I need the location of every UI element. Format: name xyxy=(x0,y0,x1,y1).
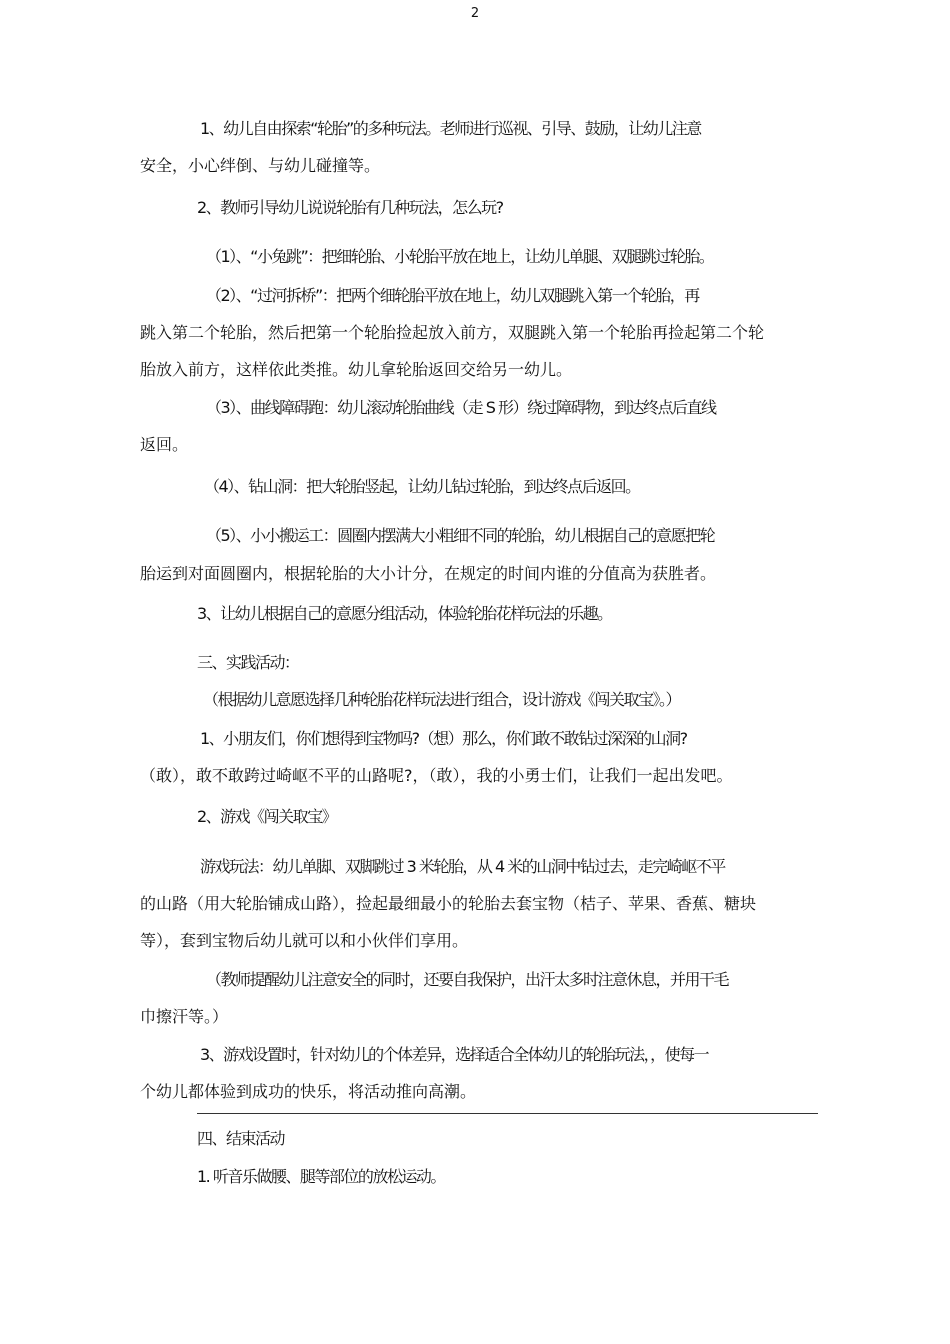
paragraph-line: 2、游戏《闯关取宝》 xyxy=(197,807,337,826)
section-heading: 四、结束活动 xyxy=(197,1129,285,1148)
paragraph-line: （根据幼儿意愿选择几种轮胎花样玩法进行组合，设计游戏《闯关取宝》。） xyxy=(203,690,681,709)
page-number: 2 xyxy=(470,6,480,21)
paragraph-line: （1）、“小兔跳”：把细轮胎、小轮胎平放在地上，让幼儿单腿、双腿跳过轮胎。 xyxy=(206,247,714,266)
paragraph-line: 巾擦汗等。） xyxy=(140,1007,229,1026)
paragraph-line: （5）、小小搬运工：圆圈内摆满大小粗细不同的轮胎，幼儿根据自己的意愿把轮 xyxy=(206,526,715,545)
paragraph-line: 胎放入前方，这样依此类推。幼儿拿轮胎返回交给另一幼儿。 xyxy=(140,360,573,379)
paragraph-line: 2、教师引导幼儿说说轮胎有几种玩法，怎么玩? xyxy=(197,198,503,217)
paragraph-line: 3、游戏设置时，针对幼儿的个体差异，选择适合全体幼儿的轮胎玩法，，使每一 xyxy=(200,1045,709,1064)
paragraph-line: 的山路（用大轮胎铺成山路），捡起最细最小的轮胎去套宝物（桔子、苹果、香蕉、糖块 xyxy=(140,894,757,913)
paragraph-line: 安全，小心绊倒、与幼儿碰撞等。 xyxy=(140,156,381,175)
paragraph-line: 3、让幼儿根据自己的意愿分组活动，体验轮胎花样玩法的乐趣。 xyxy=(197,604,612,623)
paragraph-line: 返回。 xyxy=(140,435,189,454)
paragraph-line: 1. 听音乐做腰、腿等部位的放松运动。 xyxy=(197,1167,445,1186)
paragraph-line: （教师提醒幼儿注意安全的同时，还要自我保护，出汗太多时注意休息，并用干毛 xyxy=(206,970,729,989)
paragraph-line: （2）、“过河拆桥”：把两个细轮胎平放在地上，幼儿双腿跳入第一个轮胎，再 xyxy=(206,286,699,305)
paragraph-line: 1、小朋友们，你们想得到宝物吗?（想）那么，你们敢不敢钻过深深的山洞? xyxy=(200,729,687,748)
paragraph-line: 游戏玩法：幼儿单脚、双脚跳过 3 米轮胎，从 4 米的山洞中钻过去，走完崎岖不平 xyxy=(200,857,725,876)
paragraph-line: 跳入第二个轮胎，然后把第一个轮胎捡起放入前方，双腿跳入第一个轮胎再捡起第二个轮 xyxy=(140,323,765,342)
paragraph-line: 个幼儿都体验到成功的快乐，将活动推向高潮。 xyxy=(140,1082,477,1101)
paragraph-line: （4）、钻山洞：把大轮胎竖起，让幼儿钻过轮胎，到达终点后返回。 xyxy=(204,477,640,496)
divider-line xyxy=(197,1113,818,1114)
paragraph-line: （敢），敢不敢跨过崎岖不平的山路呢?，（敢），我的小勇士们，让我们一起出发吧。 xyxy=(140,766,733,785)
section-heading: 三、实践活动： xyxy=(197,653,299,672)
paragraph-line: （3）、曲线障碍跑：幼儿滚动轮胎曲线（走 S 形）绕过障碍物，到达终点后直线 xyxy=(206,398,716,417)
paragraph-line: 1、幼儿自由探索“轮胎”的多种玩法。老师进行巡视、引导、鼓励，让幼儿注意 xyxy=(200,119,701,138)
paragraph-line: 胎运到对面圆圈内，根据轮胎的大小计分，在规定的时间内谁的分值高为获胜者。 xyxy=(140,564,717,583)
paragraph-line: 等），套到宝物后幼儿就可以和小伙伴们享用。 xyxy=(140,931,469,950)
